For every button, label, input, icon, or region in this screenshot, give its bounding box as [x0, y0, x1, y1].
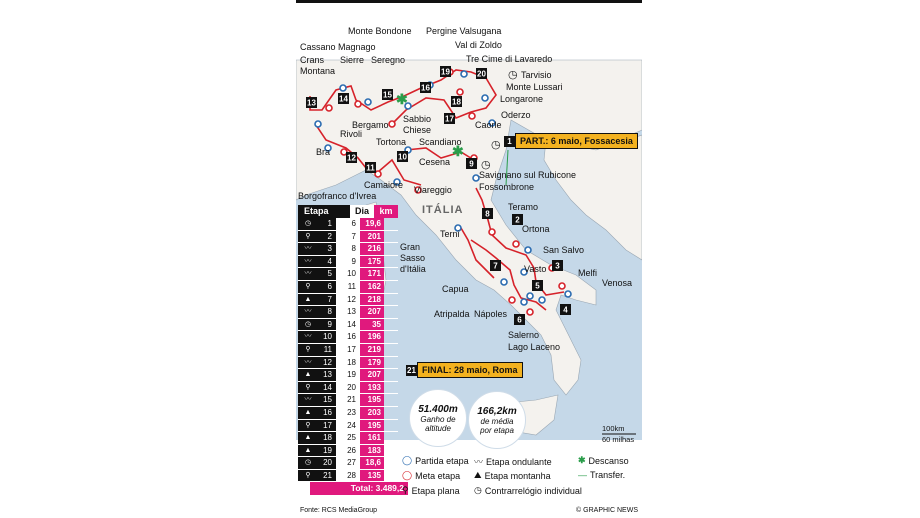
stage-day: 25: [336, 432, 360, 444]
start-callout: [504, 133, 638, 149]
label-venosa: Venosa: [602, 278, 633, 288]
stage-km: 195: [360, 394, 384, 406]
stage-km: 35: [360, 319, 384, 331]
stage-box-5: [532, 280, 543, 291]
stage-day: 12: [336, 294, 360, 306]
label-val-di-zoldo: Val di Zoldo: [455, 40, 502, 50]
table-row: [298, 407, 398, 420]
label-tre-cime: Tre Cime di Lavaredo: [466, 54, 553, 64]
elevation-line1: Ganho de: [420, 414, 456, 424]
stage-number: 17: [318, 420, 336, 432]
table-row: [298, 445, 398, 458]
label-capua: Capua: [442, 284, 469, 294]
stage-km: 161: [360, 432, 384, 444]
legend-flat: [402, 485, 460, 496]
stage-km: 201: [360, 231, 384, 243]
label-teramo: Teramo: [508, 202, 539, 212]
mountain-stage-icon: ▲: [298, 369, 318, 381]
stage-table: [298, 205, 404, 495]
stage-box-6: [514, 314, 525, 325]
stage-km: 195: [360, 420, 384, 432]
stage-km: 207: [360, 369, 384, 381]
stage-box-9: [466, 158, 477, 169]
stage-number: 6: [318, 281, 336, 293]
clock-icon: ◷: [298, 457, 318, 469]
stage-number: 13: [318, 369, 336, 381]
stage-box-16: [420, 82, 431, 93]
svg-text:16: 16: [421, 83, 430, 93]
svg-text:8: 8: [485, 209, 490, 219]
header-stage: Etapa: [298, 205, 350, 218]
stage-day: 19: [336, 369, 360, 381]
clock-icon: ◷: [298, 319, 318, 331]
stage-box-15: [382, 89, 393, 100]
stage-number: 1: [318, 218, 336, 230]
svg-text:10: 10: [398, 152, 407, 162]
label-bra: Bra: [316, 147, 331, 157]
stage-number: 14: [318, 382, 336, 394]
stage-day: 13: [336, 306, 360, 318]
legend-transfer: [578, 470, 625, 480]
legend-undulating: [474, 455, 552, 468]
stage-number: 7: [318, 294, 336, 306]
label-atripalda: Atripalda: [434, 309, 470, 319]
stage-km: 175: [360, 256, 384, 268]
table-row: [298, 256, 398, 269]
stage-km: 183: [360, 445, 384, 457]
undulating-stage-icon: 〰: [298, 331, 318, 343]
stage-km: 196: [360, 331, 384, 343]
legend-time-trial: [474, 485, 582, 496]
stage-day: 26: [336, 445, 360, 457]
stage-km: 179: [360, 357, 384, 369]
undulating-stage-icon: 〰: [298, 394, 318, 406]
table-row: [298, 369, 398, 382]
stage-km: 207: [360, 306, 384, 318]
legend-rest-label: Descanso: [588, 455, 629, 466]
table-row: [298, 394, 398, 407]
legend-finish: [402, 470, 460, 481]
stage-day: 14: [336, 319, 360, 331]
flat-stage-icon: ⚲: [298, 382, 318, 394]
svg-text:7: 7: [493, 261, 498, 271]
finish-ring-icon: ◯: [402, 470, 413, 480]
flat-stage-icon: ⚲: [298, 344, 318, 356]
giro-map-panel: [296, 0, 642, 518]
label-sabbio: Sabbio: [403, 114, 432, 124]
stage-number: 11: [318, 344, 336, 356]
table-row: [298, 331, 398, 344]
label-vasto: Vasto: [524, 264, 547, 274]
stage-number: 9: [318, 319, 336, 331]
svg-text:6: 6: [517, 315, 522, 325]
label-crans: Crans: [300, 55, 325, 65]
stage-number: 8: [318, 306, 336, 318]
svg-text:9: 9: [469, 159, 474, 169]
label-salerno: Salerno: [508, 330, 540, 340]
stage-number: 12: [318, 357, 336, 369]
label-italia: ITÁLIA: [422, 204, 464, 216]
stage-day: 7: [336, 231, 360, 243]
label-ditalia: d'Itália: [400, 264, 426, 274]
stage-day: 18: [336, 357, 360, 369]
table-row: [298, 319, 398, 332]
label-cesena: Cesena: [419, 157, 451, 167]
table-row: [298, 243, 398, 256]
stage-day: 23: [336, 407, 360, 419]
stage-box-14: [338, 93, 349, 104]
legend-mountain-label: Etapa montanha: [484, 470, 551, 481]
stage-box-10: [397, 151, 408, 162]
undulating-stage-icon: 〰: [298, 256, 318, 268]
svg-text:13: 13: [307, 98, 316, 108]
stage-number: 21: [318, 470, 336, 482]
label-longarone: Longarone: [500, 94, 544, 104]
elevation-line2: altitude: [425, 423, 451, 433]
start-stage-num: 1: [504, 136, 515, 147]
start-text: PART.: 6 maio, Fossacesia: [515, 133, 638, 149]
table-header: [298, 205, 398, 218]
stage-box-11: [365, 162, 376, 173]
elevation-value: 51.400m: [418, 403, 458, 415]
stage-box-20: [476, 68, 487, 79]
label-melfi: Melfi: [578, 268, 598, 278]
label-savignano: Savignano sul Rubicone: [479, 170, 577, 180]
transfer-line-icon: —: [578, 470, 587, 480]
label-monte-lussari: Monte Lussari: [506, 82, 563, 92]
average-line2: por etapa: [480, 425, 514, 435]
credit-text: © GRAPHIC NEWS: [576, 507, 638, 514]
stage-km: 135: [360, 470, 384, 482]
mountain-stage-icon: ▲: [298, 294, 318, 306]
label-monte-bondone: Monte Bondone: [348, 26, 412, 36]
clock-icon: ◷: [508, 69, 518, 81]
table-row: [298, 420, 398, 433]
rest-star-icon: ✱: [396, 91, 408, 107]
table-row: [298, 357, 398, 370]
svg-text:3: 3: [555, 261, 560, 271]
stage-box-4: [560, 304, 571, 315]
stage-box-8: [482, 208, 493, 219]
label-caorle: Caorle: [475, 120, 502, 130]
stage-day: 6: [336, 218, 360, 230]
stage-number: 3: [318, 243, 336, 255]
source-text: Fonte: RCS MediaGroup: [300, 507, 378, 514]
header-km: km: [374, 205, 398, 218]
average-line1: de média: [480, 416, 514, 426]
svg-text:20: 20: [477, 69, 486, 79]
label-terni: Terni: [440, 229, 460, 239]
undulating-stage-icon: 〰: [298, 243, 318, 255]
legend-start-label: Partida etapa: [415, 455, 469, 466]
svg-text:15: 15: [383, 90, 392, 100]
svg-text:18: 18: [452, 97, 461, 107]
label-tortona: Tortona: [376, 137, 407, 147]
average-bubble: [468, 391, 526, 449]
table-row: [298, 268, 398, 281]
label-fossombrone: Fossombrone: [479, 182, 535, 192]
clock-icon: ◷: [298, 218, 318, 230]
stage-day: 11: [336, 281, 360, 293]
svg-text:14: 14: [339, 94, 348, 104]
final-text: FINAL: 28 maio, Roma: [417, 362, 523, 378]
table-row: [298, 231, 398, 244]
svg-text:19: 19: [441, 67, 450, 77]
table-row: [298, 218, 398, 231]
undulating-stage-icon: 〰: [298, 268, 318, 280]
final-stage-num: 21: [407, 365, 416, 375]
mountain-stage-icon: ▲: [298, 445, 318, 457]
label-chiese: Chiese: [403, 125, 432, 135]
table-row: [298, 281, 398, 294]
undulating-stage-icon: 〰: [474, 457, 484, 467]
svg-text:11: 11: [366, 163, 375, 173]
table-row: [298, 294, 398, 307]
label-pergine: Pergine Valsugana: [426, 26, 502, 36]
label-montana: Montana: [300, 66, 336, 76]
stage-km: 171: [360, 268, 384, 280]
stage-day: 16: [336, 331, 360, 343]
stage-km: 203: [360, 407, 384, 419]
flat-stage-icon: ⚲: [298, 420, 318, 432]
stage-box-17: [444, 113, 455, 124]
scale-km: 100km: [602, 424, 625, 433]
undulating-stage-icon: 〰: [298, 306, 318, 318]
stage-number: 16: [318, 407, 336, 419]
legend-finish-label: Meta etapa: [415, 470, 461, 481]
label-borgofranco: Borgofranco d'Ivrea: [298, 191, 377, 201]
stage-km: 193: [360, 382, 384, 394]
stage-number: 5: [318, 268, 336, 280]
label-scandiano: Scandiano: [419, 137, 462, 147]
rest-star-icon: ✱: [452, 143, 464, 159]
mountain-stage-icon: ▲: [298, 432, 318, 444]
stage-box-3: [552, 260, 563, 271]
stage-km: 19,6: [360, 218, 384, 230]
svg-text:2: 2: [515, 215, 520, 225]
label-lago-laceno: Lago Laceno: [508, 342, 561, 352]
clock-icon: ◷: [481, 159, 491, 171]
undulating-stage-icon: 〰: [298, 357, 318, 369]
clock-icon: ◷: [474, 485, 482, 495]
stage-day: 10: [336, 268, 360, 280]
stage-km: 18,6: [360, 457, 384, 469]
label-sierre: Sierre: [340, 55, 365, 65]
stage-km: 162: [360, 281, 384, 293]
header-day: Dia: [350, 205, 374, 218]
table-row: [298, 457, 398, 470]
svg-text:12: 12: [347, 153, 356, 163]
table-total: Total: 3.489,2: [310, 482, 408, 495]
scale-miles: 60 milhas: [602, 435, 635, 444]
flat-stage-icon: ⚲: [402, 485, 409, 495]
stage-number: 2: [318, 231, 336, 243]
stage-box-18: [451, 96, 462, 107]
label-tarvisio: Tarvisio: [521, 70, 552, 80]
stage-km: 218: [360, 294, 384, 306]
flat-stage-icon: ⚲: [298, 281, 318, 293]
rest-star-icon: ✱: [578, 455, 586, 465]
stage-day: 8: [336, 243, 360, 255]
svg-text:5: 5: [535, 281, 540, 291]
stage-box-13: [306, 97, 317, 108]
legend-rest: [578, 455, 629, 466]
stage-km: 216: [360, 243, 384, 255]
label-gran: Gran: [400, 242, 421, 252]
table-rows: [298, 218, 398, 482]
stage-day: 17: [336, 344, 360, 356]
stage-number: 15: [318, 394, 336, 406]
label-oderzo: Oderzo: [501, 110, 531, 120]
stage-day: 27: [336, 457, 360, 469]
label-viareggio: Viareggio: [414, 185, 452, 195]
start-ring-icon: ◯: [402, 455, 413, 465]
stage-box-7: [490, 260, 501, 271]
flat-stage-icon: ⚲: [298, 470, 318, 482]
stage-day: 21: [336, 394, 360, 406]
table-row: [298, 470, 398, 483]
stage-number: 10: [318, 331, 336, 343]
svg-text:17: 17: [445, 114, 454, 124]
stage-number: 18: [318, 432, 336, 444]
average-value: 166,2km: [477, 405, 517, 417]
label-ortona: Ortona: [522, 224, 550, 234]
legend-flat-label: Etapa plana: [411, 485, 460, 496]
label-sasso: Sasso: [400, 253, 426, 263]
label-cassano: Cassano Magnago: [300, 42, 376, 52]
elevation-bubble: [409, 389, 467, 447]
label-seregno: Seregno: [371, 55, 406, 65]
stage-km: 219: [360, 344, 384, 356]
legend-transfer-label: Transfer.: [590, 470, 626, 480]
stage-day: 28: [336, 470, 360, 482]
mountain-stage-icon: ▲: [298, 407, 318, 419]
stage-box-12: [346, 152, 357, 163]
label-bergamo: Bergamo: [352, 120, 389, 130]
table-row: [298, 344, 398, 357]
label-san-salvo: San Salvo: [543, 245, 585, 255]
stage-number: 19: [318, 445, 336, 457]
legend-time-trial-label: Contrarrelógio individual: [484, 485, 582, 496]
stage-box-19: [440, 66, 451, 77]
flat-stage-icon: ⚲: [298, 231, 318, 243]
stage-day: 24: [336, 420, 360, 432]
clock-icon: ◷: [491, 139, 501, 151]
stage-day: 20: [336, 382, 360, 394]
stage-number: 4: [318, 256, 336, 268]
mountain-stage-icon: ⛰: [474, 470, 482, 480]
label-rivoli: Rivoli: [340, 129, 363, 139]
table-row: [298, 382, 398, 395]
table-row: [298, 432, 398, 445]
label-camaiore: Camaiore: [364, 180, 404, 190]
stage-number: 20: [318, 457, 336, 469]
stage-day: 9: [336, 256, 360, 268]
label-napoles: Nápoles: [474, 309, 508, 319]
final-callout: [406, 362, 523, 378]
legend-mountain: [474, 470, 551, 481]
legend-start: [402, 455, 469, 466]
table-row: [298, 306, 398, 319]
svg-text:4: 4: [563, 305, 568, 315]
legend-undulating-label: Etapa ondulante: [486, 456, 552, 467]
